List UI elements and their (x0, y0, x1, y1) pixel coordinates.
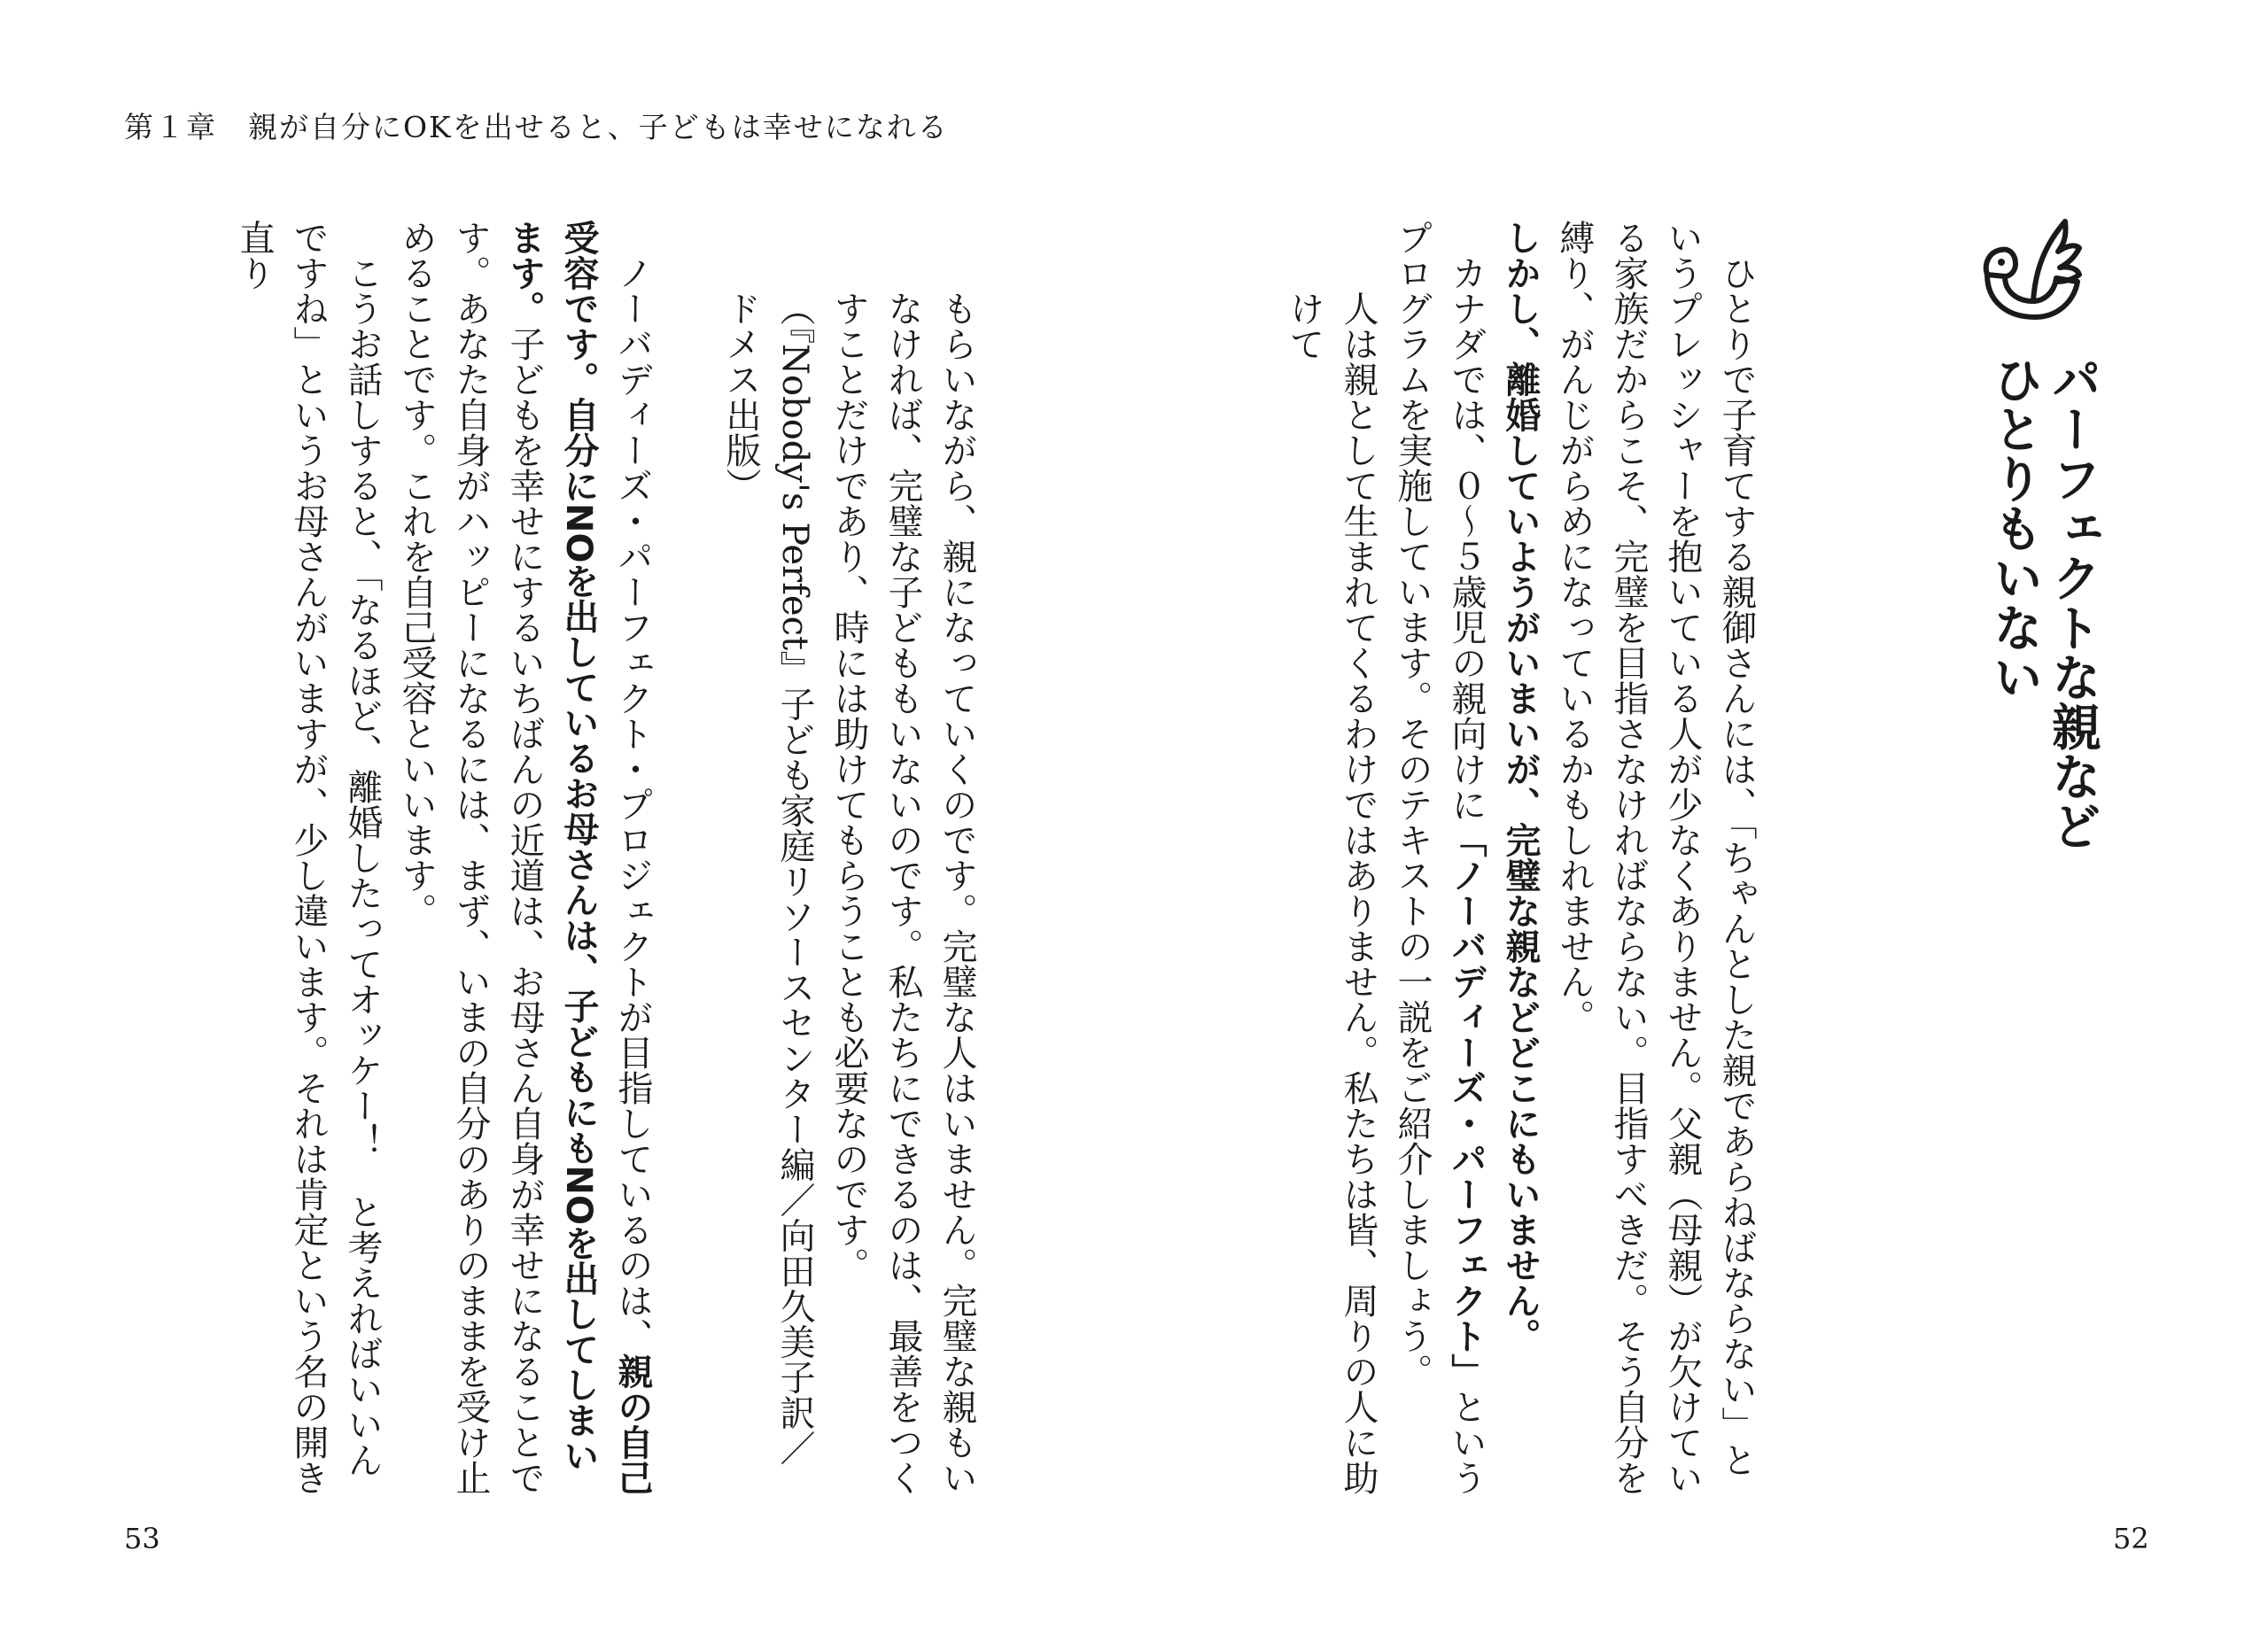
left-paragraph-2-citation: （『Nobody's Perfect』子ども家庭リソースセンター編／向田久美子訳／ドメス出版） (720, 291, 815, 1466)
right-paragraph-4-quote: 人は親として生まれてくるわけではありません。私たちは皆、周りの人に助けて (1284, 291, 1379, 1495)
page-number-right: 52 (2113, 1522, 2149, 1555)
left-paragraph-4: こうお話しすると、「なるほど、離婚したってオッケー！ と考えればいいんですね」というお母さんがいますが、少し違います。それは肯定という名の開き直り (234, 220, 383, 1495)
left-page-body (234, 220, 983, 1495)
left-paragraph-1-quote: もらいながら、親になっていくのです。完璧な人はいません。完璧な親もいなければ、完璧な子どももいないのです。私たちにできるのは、最善をつくすことだけであり、時には助けてもらうことも必要なのです。 (828, 291, 977, 1495)
dove-icon (1980, 213, 2085, 337)
right-paragraph-1: ひとりで子育てする親御さんには、「ちゃんとした親であらねばならない」というプレッシャーを抱いている人が少なくありません。父親（母親）が欠けている家族だからこそ、完璧を目指さなければならない。目指すべきだ。そう自分を縛り、がんじがらめになっているかもしれません。 (1554, 220, 1757, 1495)
right-paragraph-3 (1385, 220, 1493, 1495)
right-p3-text-b: というプログラムを実施しています。そのテキストの一説をご紹介しましょう。 (1392, 220, 1487, 1495)
heading-line-2: ひとりもいない (1985, 354, 2043, 702)
right-p3-bold: 「ノーバディーズ・パーフェクト」 (1446, 822, 1487, 1389)
left-p3-text-b: 子どもを幸せにするいちばんの近道は、お母さん自身が幸せになることです。あなた自身がハッピーになるには、まず、いまの自分のありのままを受け止めることです。これを自己受容といいます。 (396, 220, 545, 1495)
section-heading (1969, 354, 2101, 903)
left-paragraph-3 (389, 220, 659, 1495)
chapter-header: 第１章 親が自分にOKを出せると、子どもは幸せになれる (124, 110, 949, 144)
right-p3-text-a: カナダでは、０～５歳児の親向けに (1446, 255, 1487, 822)
right-paragraph-2-bold: しかし、離婚していようがいまいが、完璧な親などどこにもいません。 (1500, 220, 1541, 1353)
page-number-left: 53 (124, 1522, 160, 1555)
heading-line-1: パーフェクトな親など (2044, 354, 2101, 850)
left-p3-text-a: ノーバディーズ・パーフェクト・プロジェクトが目指しているのは、 (612, 255, 653, 1353)
left-p3-bold: 親の自己受容です。自分にNOを出しているお母さんは、子どもにもNOを出してしまいます。 (504, 220, 653, 1495)
right-page-body (1284, 220, 1763, 1495)
